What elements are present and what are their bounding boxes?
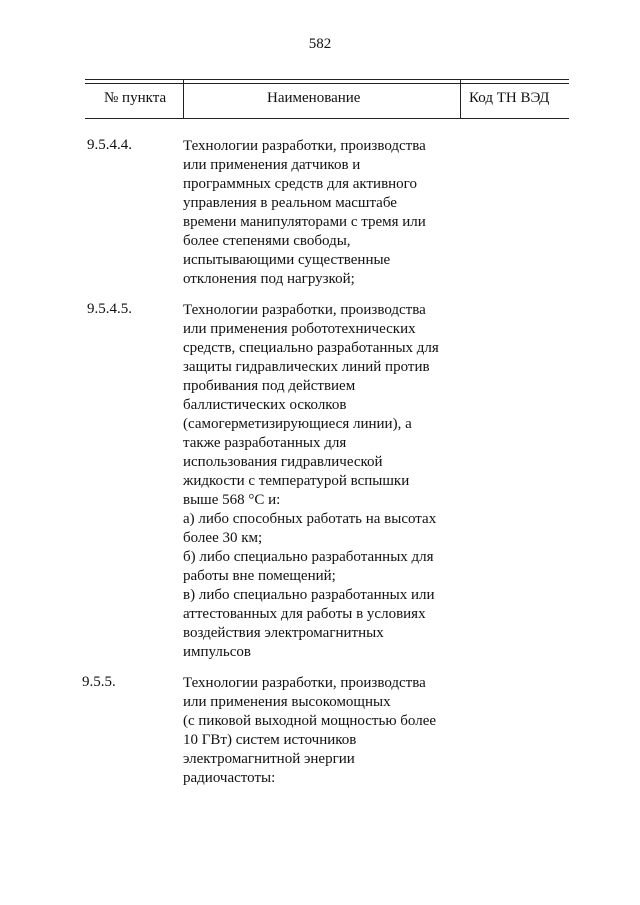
entry-line: выше 568 °С и: bbox=[183, 492, 281, 508]
header-bottom-rule bbox=[85, 118, 569, 119]
entry-line: в) либо специально разработанных или bbox=[183, 587, 435, 603]
entry-line: средств, специально разработанных для bbox=[183, 340, 439, 356]
entry-line: испытывающими существенные bbox=[183, 252, 391, 268]
entry-line: времени манипуляторами с тремя или bbox=[183, 214, 426, 230]
header-tnved-code: Код ТН ВЭД bbox=[469, 90, 550, 106]
entry-line: Технологии разработки, производства bbox=[183, 138, 426, 154]
entry-line: воздействия электромагнитных bbox=[183, 625, 384, 641]
entry-line: б) либо специально разработанных для bbox=[183, 549, 434, 565]
entry-line: жидкости с температурой вспышки bbox=[183, 473, 410, 489]
entry-text bbox=[183, 674, 436, 788]
entry-text bbox=[183, 137, 426, 289]
table-top-rule-2 bbox=[85, 83, 569, 84]
entry-line: использования гидравлической bbox=[183, 454, 383, 470]
entry-line: электромагнитной энергии bbox=[183, 751, 355, 767]
entry-line: работы вне помещений; bbox=[183, 568, 336, 584]
entry-line: также разработанных для bbox=[183, 435, 347, 451]
entry-text bbox=[183, 301, 439, 662]
entry-line: или применения датчиков и bbox=[183, 157, 361, 173]
entry-line: аттестованных для работы в условиях bbox=[183, 606, 426, 622]
entry-line: Технологии разработки, производства bbox=[183, 675, 426, 691]
entry-line: защиты гидравлических линий против bbox=[183, 359, 430, 375]
entry-line: (самогерметизирующиеся линии), а bbox=[183, 416, 412, 432]
table-top-rule bbox=[85, 79, 569, 80]
entry-line: пробивания под действием bbox=[183, 378, 356, 394]
page-number: 582 bbox=[308, 36, 332, 52]
entry-line: программных средств для активного bbox=[183, 176, 417, 192]
column-divider bbox=[460, 80, 461, 118]
entry-number: 9.5.4.5. bbox=[87, 301, 132, 317]
entry-line: или применения робототехнических bbox=[183, 321, 416, 337]
entry-line: более 30 км; bbox=[183, 530, 263, 546]
column-divider bbox=[183, 80, 184, 118]
entry-line: (с пиковой выходной мощностью более bbox=[183, 713, 437, 729]
entry-line: управления в реальном масштабе bbox=[183, 195, 397, 211]
entry-line: Технологии разработки, производства bbox=[183, 302, 426, 318]
entry-line: радиочастоты: bbox=[183, 770, 276, 786]
entry-line: отклонения под нагрузкой; bbox=[183, 271, 355, 287]
entry-number: 9.5.4.4. bbox=[87, 137, 132, 153]
entry-number: 9.5.5. bbox=[82, 674, 116, 690]
entry-line: импульсов bbox=[183, 644, 251, 660]
entry-line: или применения высокомощных bbox=[183, 694, 391, 710]
entry-line: 10 ГВт) систем источников bbox=[183, 732, 357, 748]
entry-line: баллистических осколков bbox=[183, 397, 347, 413]
entry-line: а) либо способных работать на высотах bbox=[183, 511, 437, 527]
header-name: Наименование bbox=[267, 90, 361, 106]
header-item-number: № пункта bbox=[104, 90, 167, 106]
entry-line: более степенями свободы, bbox=[183, 233, 351, 249]
